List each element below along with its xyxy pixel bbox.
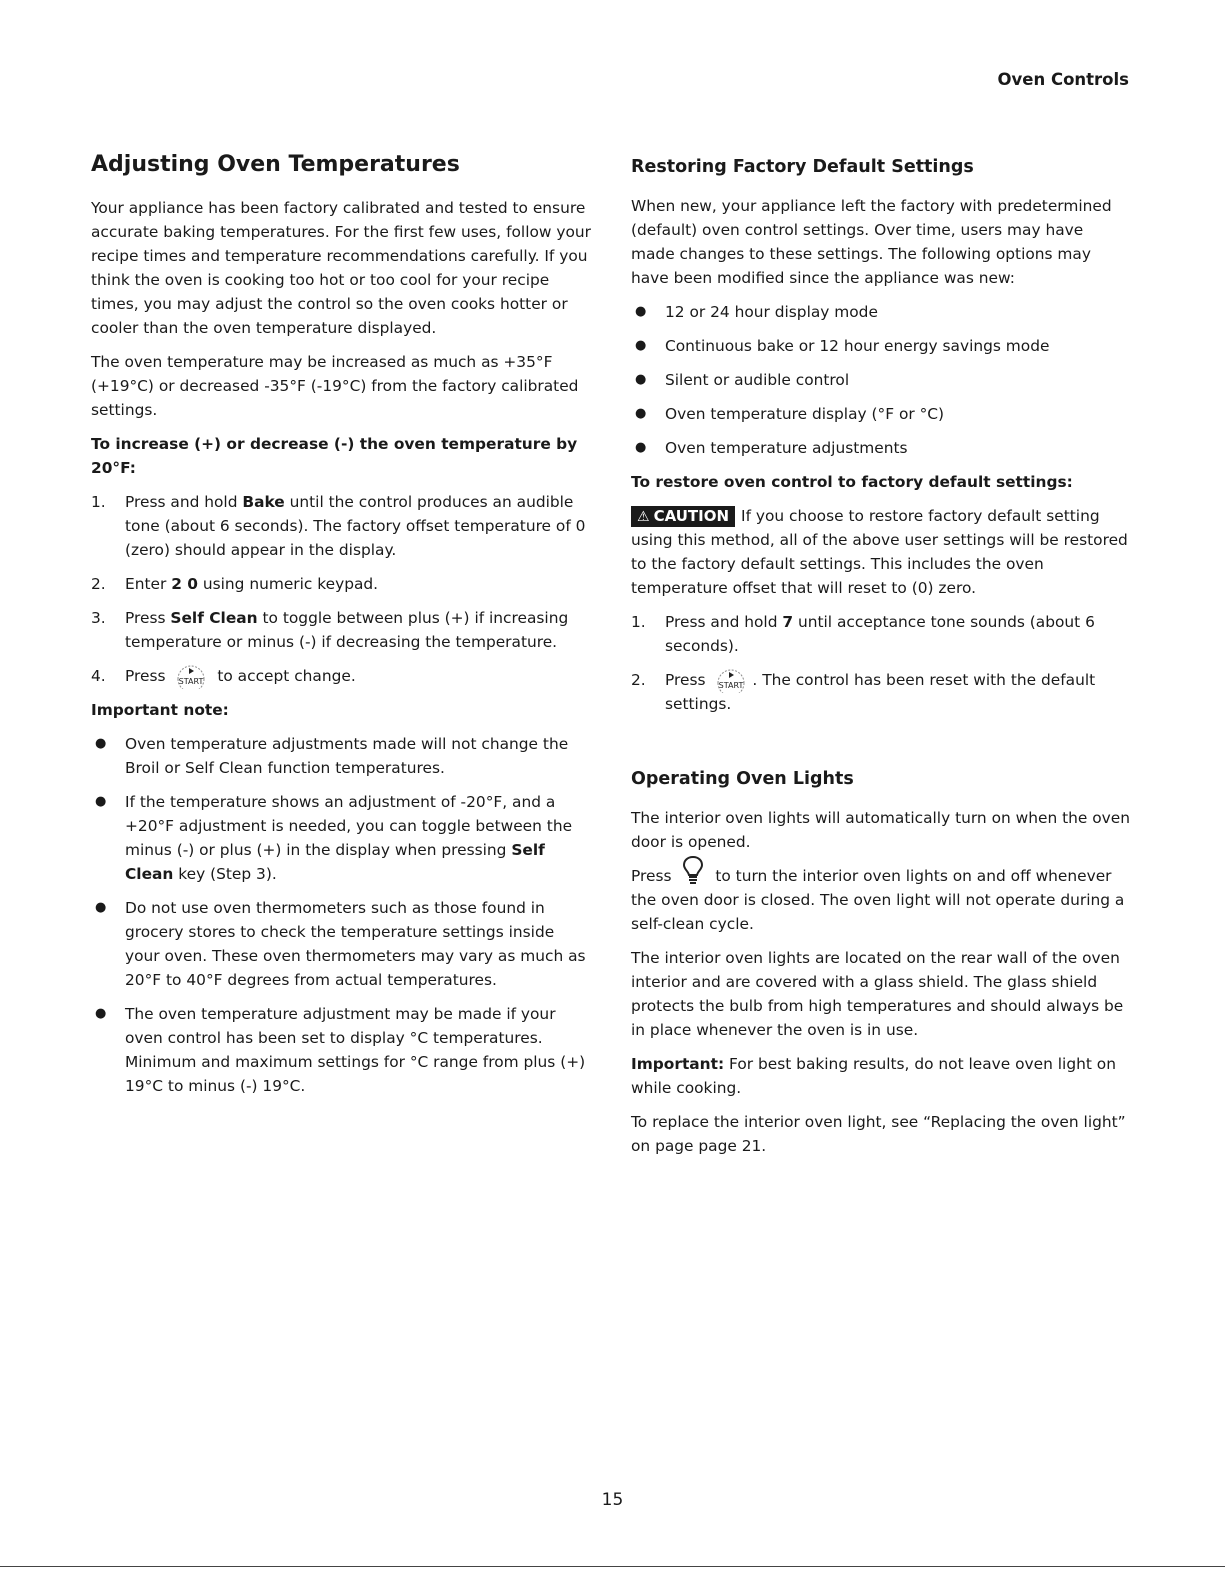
caution-paragraph: ⚠ CAUTION If you choose to restore factory default setting using this method, all of the above user settings will be restored to the factory default settings. This includes the oven temperature offset that will reset to (0) zero.	[631, 507, 1128, 597]
step-number: 2.	[91, 575, 106, 593]
step-key: 2 0	[171, 575, 198, 593]
step-2	[91, 572, 591, 596]
step-key: Self Clean	[170, 609, 258, 627]
note-item: ● If the temperature shows an adjustment of -20°F, and a +20°F adjustment is needed, you can toggle between the minus (-) or plus (+) in the display when pressing Self Clean key (Step 3).	[91, 790, 591, 886]
option-item: ● 12 or 24 hour display mode	[631, 300, 1131, 324]
step-text: Press	[125, 667, 166, 685]
svg-text:START: START	[719, 680, 744, 690]
paragraph-lights-toggle: Press to turn the interior oven lights on and off whenever the oven door is closed. The oven light will not operate during a self-clean cycle.	[631, 864, 1131, 936]
paragraph-calibration: Your appliance has been factory calibrated and tested to ensure accurate baking temperatures. For the first few uses, follow your recipe times and temperature recommendations carefully. If you think the oven is cooking too hot or too cool for your recipe times, you may adjust the control so the oven cooks hotter or cooler than the oven temperature displayed.	[91, 199, 591, 337]
default-options	[631, 300, 1131, 460]
paragraph-range: The oven temperature may be increased as much as +35°F (+19°C) or decreased -35°F (-19°C) from the factory calibrated settings.	[91, 353, 579, 419]
start-button-icon	[714, 667, 748, 693]
option-item: ● Silent or audible control	[631, 368, 1131, 392]
caution-badge: ⚠ CAUTION	[631, 506, 735, 527]
restore-step-1: 1. Press and hold 7 until acceptance tone sounds (about 6 seconds).	[631, 610, 1131, 658]
paragraph-replace-light: To replace the interior oven light, see “Replacing the oven light” on page page 21.	[631, 1113, 1126, 1155]
svg-text:START: START	[179, 676, 204, 686]
restore-step-2: 2. Press START . The control has been reset with the default settings.	[631, 668, 1131, 716]
subhead-increase-decrease: To increase (+) or decrease (-) the oven temperature by 20°F:	[91, 435, 578, 477]
restore-steps	[631, 610, 1131, 716]
adjust-steps	[91, 490, 591, 688]
step-key: Bake	[242, 493, 285, 511]
bullet-dot-icon: ●	[635, 372, 647, 387]
note-item: ● Do not use oven thermometers such as those found in grocery stores to check the temperature settings inside your oven. These oven thermometers may vary as much as 20°F to 40°F degrees from actual temperatures.	[91, 896, 591, 992]
bullet-dot-icon: ●	[635, 440, 647, 455]
bullet-dot-icon: ●	[95, 900, 107, 915]
step-4	[91, 664, 591, 688]
step-text: Press	[125, 609, 171, 627]
footer-divider	[0, 1566, 1225, 1567]
step-number: 2.	[631, 671, 646, 689]
bullet-dot-icon: ●	[95, 794, 107, 809]
section-title-restoring: Restoring Factory Default Settings	[631, 157, 974, 177]
bullet-dot-icon: ●	[95, 736, 107, 751]
step-number: 1.	[91, 493, 106, 511]
note-item: ● Oven temperature adjustments made will not change the Broil or Self Clean function temperatures.	[91, 732, 591, 780]
left-column	[91, 150, 591, 1108]
section-title-lights: Operating Oven Lights	[631, 769, 854, 789]
subhead-important-note: Important note:	[91, 701, 229, 719]
step-text: until the control produces an audible tone (about 6 seconds). The factory offset temperature of 0 (zero) should appear in the display.	[125, 493, 586, 559]
subhead-restore: To restore oven control to factory default settings:	[631, 473, 1073, 491]
section-header: Oven Controls	[997, 70, 1129, 89]
step-text: Enter	[125, 575, 172, 593]
step-number: 1.	[631, 613, 646, 631]
paragraph-lights-location: The interior oven lights are located on the rear wall of the oven interior and are covered with a glass shield. The glass shield protects the bulb from high temperatures and should always be in place whenever the oven is in use.	[631, 949, 1124, 1039]
step-text: to accept change.	[217, 667, 356, 685]
step-text: to toggle between plus (+) if increasing temperature or minus (-) if decreasing the temperature.	[125, 609, 569, 651]
important-notes	[91, 732, 591, 1098]
right-column	[631, 150, 1131, 1168]
section-title-adjusting: Adjusting Oven Temperatures	[91, 152, 460, 177]
warning-icon: ⚠	[637, 509, 650, 525]
start-button-icon	[174, 663, 208, 689]
bullet-dot-icon: ●	[635, 304, 647, 319]
light-bulb-icon	[682, 855, 704, 885]
paragraph-important: Important: For best baking results, do not leave oven light on while cooking.	[631, 1055, 1116, 1097]
step-number: 4.	[91, 667, 106, 685]
page-number: 15	[601, 1490, 624, 1510]
step-3	[91, 606, 591, 654]
option-item: ● Oven temperature adjustments	[631, 436, 1131, 460]
step-number: 3.	[91, 609, 106, 627]
option-item: ● Continuous bake or 12 hour energy savings mode	[631, 334, 1131, 358]
bullet-dot-icon: ●	[635, 338, 647, 353]
paragraph-defaults: When new, your appliance left the factory with predetermined (default) oven control settings. Over time, users may have made changes to these settings. The following options may have been modified since the appliance was new:	[631, 197, 1112, 287]
step-1	[91, 490, 591, 562]
paragraph-lights-auto: The interior oven lights will automatically turn on when the oven door is opened.	[631, 809, 1130, 851]
option-item: ● Oven temperature display (°F or °C)	[631, 402, 1131, 426]
note-item: ● The oven temperature adjustment may be made if your oven control has been set to display °C temperatures. Minimum and maximum settings for °C range from plus (+) 19°C to minus (-) 19°C.	[91, 1002, 591, 1098]
bullet-dot-icon: ●	[635, 406, 647, 421]
step-text: using numeric keypad.	[197, 575, 379, 593]
bullet-dot-icon: ●	[95, 1006, 107, 1021]
step-text: Press and hold	[125, 493, 243, 511]
